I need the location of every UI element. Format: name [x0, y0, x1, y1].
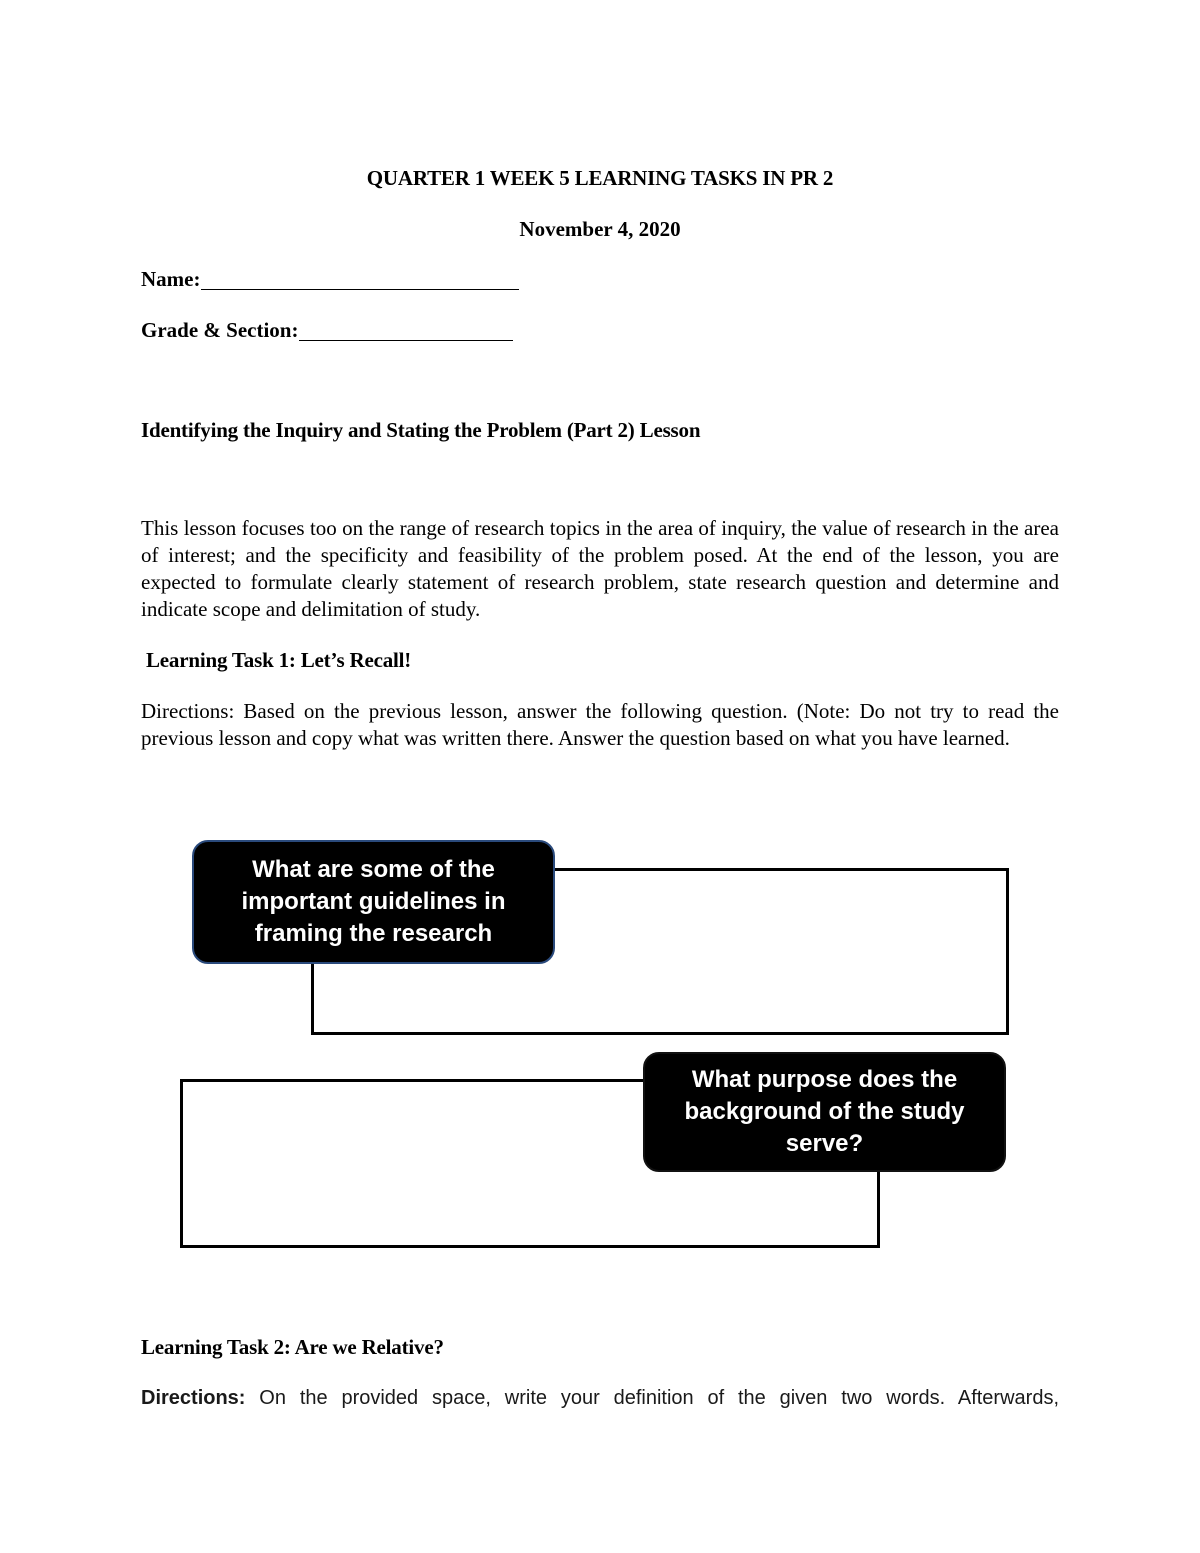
worksheet-date: November 4, 2020 [519, 217, 681, 241]
name-label: Name: [141, 267, 201, 291]
question2-text: What purpose does the background of the study serve? [684, 1066, 965, 1157]
task1-heading: Learning Task 1: Let’s Recall! [146, 648, 412, 672]
grade-section-label: Grade & Section: [141, 318, 299, 342]
task2-directions-label: Directions: [141, 1387, 246, 1409]
name-field [141, 267, 519, 292]
grade-section-blank-line[interactable] [299, 320, 513, 341]
task2-directions-text: On the provided space, write your definition of the given two words. Afterwards, [245, 1387, 1059, 1409]
question-card-guidelines [192, 840, 555, 964]
grade-section-field [141, 318, 513, 343]
task2-heading: Learning Task 2: Are we Relative? [141, 1335, 444, 1359]
name-blank-line[interactable] [201, 269, 519, 290]
lesson-intro-paragraph: This lesson focuses too on the range of research topics in the area of inquiry, the value of research in the area of interest; and the specificity and feasibility of the problem posed. At the end of the lesson, you are expected to formulate clearly statement of research problem, state research question and determine and indicate scope and delimitation of study. [141, 516, 1059, 621]
task1-directions: Directions: Based on the previous lesson, answer the following question. (Note: Do not try to read the previous lesson and copy what was written there. Answer the question based on what you have learned. [141, 699, 1059, 750]
question-card-background-purpose [643, 1052, 1006, 1172]
worksheet-title: QUARTER 1 WEEK 5 LEARNING TASKS IN PR 2 [366, 166, 834, 190]
lesson-title: Identifying the Inquiry and Stating the Problem (Part 2) Lesson [141, 418, 701, 442]
question1-text: What are some of the important guidelines in framing the research [241, 856, 506, 947]
task2-directions [141, 1385, 1059, 1412]
